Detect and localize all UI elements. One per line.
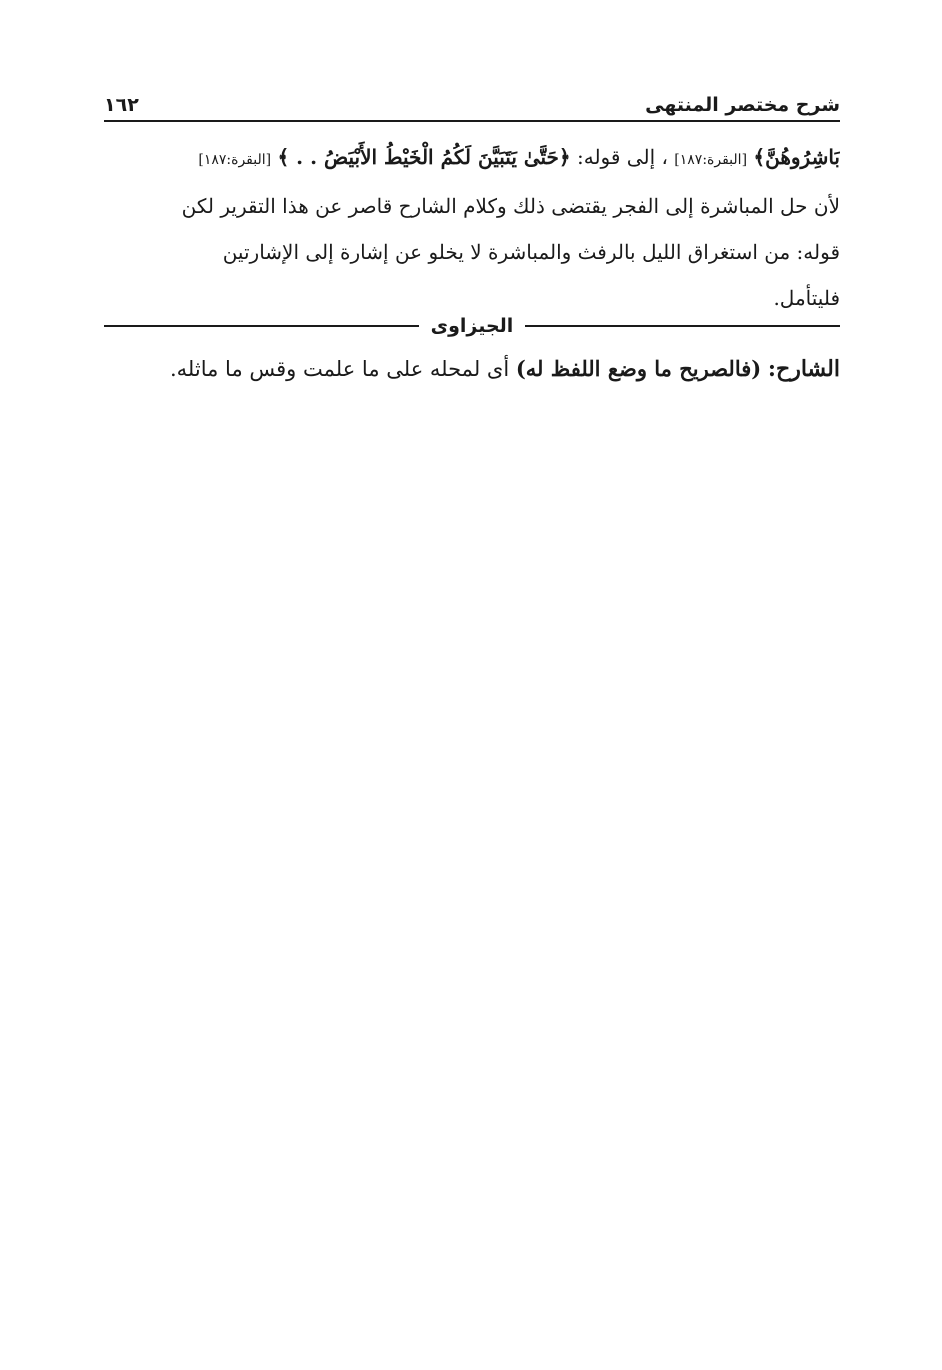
text-line-3: قوله: من استغراق الليل بالرفث والمباشرة لا يخلو عن إشارة إلى الإشارتين [222,240,840,264]
verse-reference: [البقرة:١٨٧] [198,152,272,168]
text-line-1 [104,134,840,183]
section-title: الجيزاوى [430,315,514,337]
page-header [104,80,840,116]
header-rule [104,120,840,122]
text-line-4: فليتأمل. [773,286,840,310]
commentary-text: أى لمحله على ما علمت وقس ما ماثله. [170,357,510,381]
quran-quote: ﴿حَتَّىٰ يَتَبَيَّنَ لَكُمُ الْخَيْطُ الأَبْيَضُ . . ﴾ [277,145,571,169]
divider-rule-right [525,325,840,327]
commentary-lead: الشارح: [767,356,840,382]
main-text [104,134,840,321]
divider-rule-left [104,325,419,327]
text-line-2: لأن حل المباشرة إلى الفجر يقتضى ذلك وكلام الشارح قاصر عن هذا التقرير لكن [181,194,840,218]
commentary-line [104,346,840,392]
running-title: شرح مختصر المنتهى [645,94,840,116]
verse-reference: [البقرة:١٨٧] [674,152,748,168]
text-fragment: ، إلى قوله: [577,145,668,169]
page-number: ١٦٢ [104,94,139,116]
commentary-emphasis: (فالصريح ما وضع اللفظ له) [515,356,762,381]
quran-quote: بَاشِرُوهُنَّ﴾ [753,145,840,169]
section-divider [104,310,840,342]
